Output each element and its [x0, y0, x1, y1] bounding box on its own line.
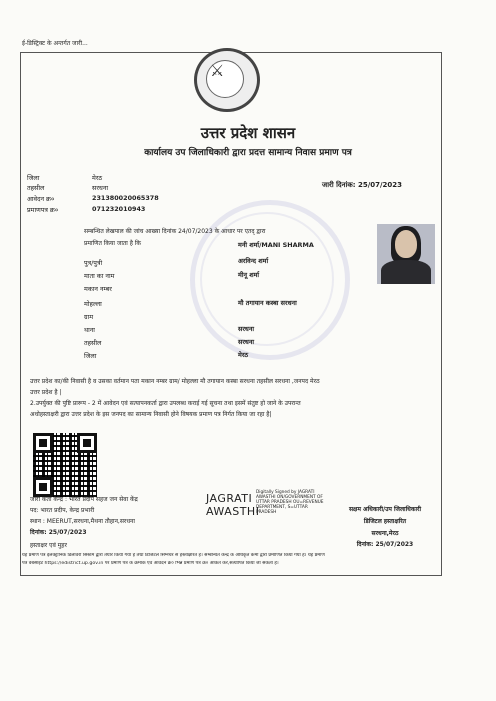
field-label-district: जिला	[84, 352, 97, 360]
district-label: जिला	[27, 174, 40, 182]
certificate-label: प्रमाणपत्र क्र०	[27, 206, 59, 214]
page-subtitle: कार्यालय उप जिलाधिकारी द्वारा प्रदत्त सामान्य निवास प्रमाण पत्र	[144, 148, 352, 158]
applicant-photo	[377, 224, 435, 284]
field-label-parent: पुत्र/पुत्री	[84, 259, 103, 267]
disclaimer-line-2: पत्र वेबसाइट https://edistrict.up.gov.in पर प्रमाण पत्र के क्रमांक एवं आवेदन क्र० भिन्न प्रमाण पत्र क्र० अंकित कर,सत्यापित किया जा सकता है।	[22, 561, 279, 566]
field-label-village: ग्राम	[84, 313, 94, 321]
paragraph-2-line-2: अधोहस्ताक्षरी द्वारा उत्तर प्रदेश के इस जनपद का सामान्य निवासी होने विषयक प्रमाण पत्र निर्गत किया जा रहा है|	[30, 411, 272, 418]
issue-date: जारी दिनांक: 25/07/2023	[322, 181, 403, 189]
officer-digital-signed: डिजिटल हस्ताक्षरित	[363, 518, 407, 525]
field-label-locality: मोहल्ला	[84, 300, 102, 308]
field-value-locality: मौ तगायान कस्बा सरधना	[238, 299, 297, 307]
field-value-police: सरधना	[238, 325, 255, 333]
tehsil-label: तहसील	[27, 184, 45, 192]
issuer-centre: जारी कर्ता केन्द्र : भारत प्रदीप सहज जन सेवा केंद्र	[30, 496, 138, 503]
application-label: आवेदन क्र०	[27, 195, 55, 203]
field-value-mother: मीनू शर्मा	[238, 271, 260, 279]
field-value-district: मेरठ	[238, 351, 249, 359]
paragraph-1-line-2: उत्तर प्रदेश है |	[30, 389, 62, 396]
officer-date: दिनांक: 25/07/2023	[356, 541, 414, 548]
officer-location: सरधना,मेरठ	[371, 530, 399, 537]
field-label-house: मकान नम्बर	[84, 285, 112, 293]
verification-qr-code	[33, 433, 97, 497]
disclaimer-line-1: यह प्रमाण पत्र इलेक्ट्रॉनिक डिलीवरी सिस्टम द्वारा तैयार किया गया है तथा डिजिटल सिग्नेचर से हस्ताक्षरित है। सम्बन्धित केन्द्र के अधिकृत कर्मी द्वारा प्रमाणित किया गया है। यह प्रमाण	[22, 553, 325, 558]
paragraph-1-line-1: उत्तर प्रदेश का/की निवासी है व उसका वर्तमान पता मकान नम्बर ग्राम/ मोहल्ला मौ तगायान कस्बा सरधना तहसील सरधना ,जनपद मेरठ	[30, 378, 320, 385]
government-seal	[194, 48, 260, 112]
issuer-place: स्थान : MEERUT,सरधना,मैथना तौहान,सरधना	[30, 518, 135, 525]
field-value-parent: अरविन्द शर्मा	[238, 257, 269, 265]
issuer-signature-label: हस्ताक्षर एवं मुहर	[30, 542, 67, 549]
field-label-tehsil: तहसील	[84, 339, 102, 347]
emblem-icon: ⚔	[210, 61, 225, 80]
signer-name-line-2: AWASTHI	[206, 505, 260, 518]
tehsil-value: सरधना	[92, 184, 109, 192]
officer-title: सक्षम अधिकारी/उप जिलाधिकारी	[348, 506, 422, 513]
paragraph-2-line-1: 2.उपर्युक्त की पुष्टि प्रारूप - 2 में आवेदन एवं सत्यापनकर्ता द्वारा उपलब्ध कराई गई सूचना तथा इसमें संतुष्ट हो जाने के उपरान्त	[30, 400, 301, 407]
certificate-value: 071232010943	[92, 205, 146, 213]
name-value: मनी शर्मा/MANI SHARMA	[238, 241, 314, 249]
digital-signature-note: Digitally Signed by JAGRATI AWASTHI ON/GOVERNMENT OF UTTAR PRADESH OU=REVENUE DEPARTMENT, S=UTTAR PRADESH	[256, 490, 324, 515]
application-value: 231380020065378	[92, 194, 159, 202]
page-title: उत्तर प्रदेश शासन	[200, 124, 296, 142]
signer-name-line-1: JAGRATI	[206, 492, 253, 505]
issuer-post: पद: भारत प्रदीप, केन्द्र प्रभारी	[30, 507, 95, 514]
field-label-mother: माता का नाम	[84, 272, 115, 280]
field-value-tehsil: सरधना	[238, 338, 255, 346]
district-value: मेरठ	[92, 174, 103, 182]
intro-line-2: प्रमाणित किया जाता है कि	[84, 240, 142, 247]
top-note: ई-डिस्ट्रिक्ट के अन्तर्गत जारी...	[22, 40, 88, 47]
issuer-date: दिनांक: 25/07/2023	[30, 529, 87, 536]
intro-line-1: सम्बन्धित लेखपाल की जांच आख्या दिनांक 24/07/2023 के आधार पर एतद् द्वारा	[84, 228, 266, 235]
field-label-police: थाना	[84, 326, 95, 334]
